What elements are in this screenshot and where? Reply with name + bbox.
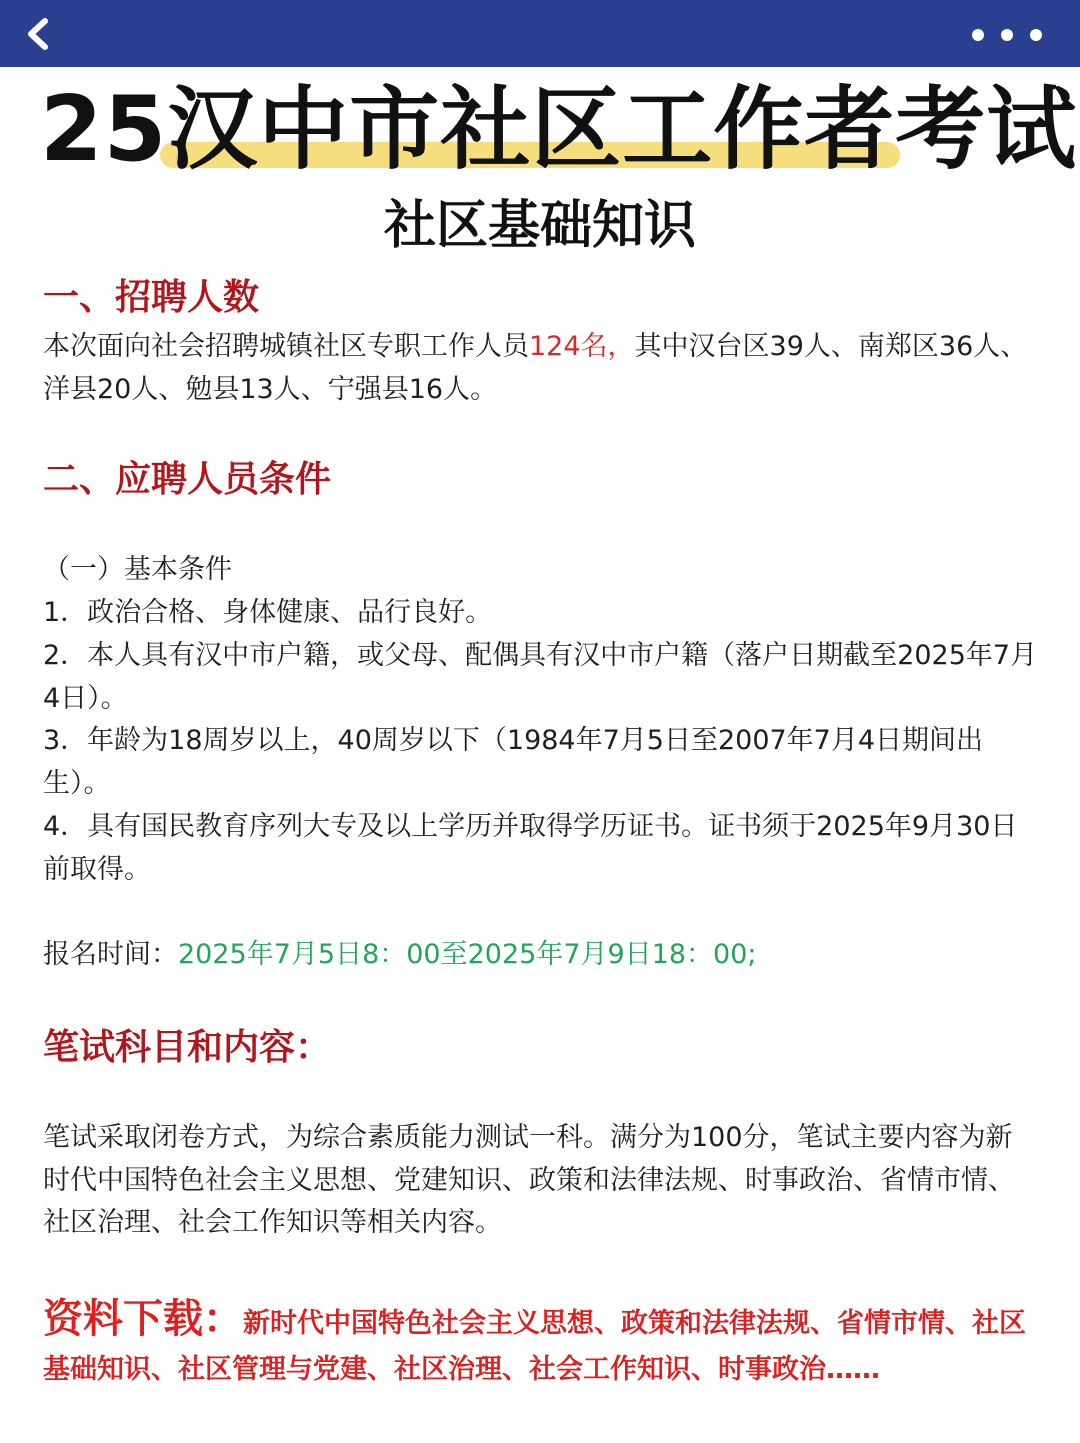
- recruitment-count-paragraph: [43, 326, 1039, 411]
- registration-label: 报名时间：: [43, 939, 178, 970]
- registration-time: [43, 934, 1039, 977]
- section-heading-requirements: 二、应聘人员条件: [43, 459, 332, 500]
- registration-value: 2025年7月5日8：00至2025年7月9日18：00;: [178, 939, 757, 970]
- requirement-item: 2．本人具有汉中市户籍，或父母、配偶具有汉中市户籍（落户日期截至2025年7月4日）。: [43, 640, 1038, 714]
- more-options-button[interactable]: [972, 25, 1042, 45]
- recruitment-total-highlight: 124名，: [529, 331, 635, 362]
- recruitment-text-a: 本次面向社会招聘城镇社区专职工作人员: [43, 331, 529, 362]
- more-horizontal-icon: [1030, 29, 1042, 41]
- more-horizontal-icon: [972, 29, 984, 41]
- download-section: [43, 1296, 1039, 1393]
- page-subtitle: 社区基础知识: [383, 196, 696, 256]
- page-title-block: [40, 77, 1078, 190]
- recruitment-text-b: 其中汉台区39人、南郑区36人、洋县20人、勉县13人、宁强县16人。: [43, 331, 1028, 405]
- page-title: 25汉中市社区工作者考试: [40, 77, 1078, 182]
- top-navigation-bar: [0, 0, 1080, 67]
- requirements-sub-heading: （一）基本条件: [43, 554, 232, 585]
- chevron-left-icon: [18, 14, 58, 54]
- more-horizontal-icon: [1001, 29, 1013, 41]
- section-heading-exam: 笔试科目和内容：: [43, 1027, 332, 1068]
- exam-content-paragraph: 笔试采取闭卷方式，为综合素质能力测试一科。满分为100分，笔试主要内容为新时代中国特色社会主义思想、党建知识、政策和法律法规、时事政治、省情市情、社区治理、社会工作知识等相关内容。: [43, 1122, 1015, 1238]
- requirement-item: 4．具有国民教育序列大专及以上学历并取得学历证书。证书须于2025年9月30日前取得。: [43, 811, 1018, 885]
- requirement-item: 3．年龄为18周岁以上，40周岁以下（1984年7月5日至2007年7月4日期间出生）。: [43, 725, 984, 799]
- download-list: 新时代中国特色社会主义思想、政策和法律法规、省情市情、社区基础知识、社区管理与党建、社区治理、社会工作知识、时事政治……: [43, 1308, 1026, 1385]
- requirement-item: 1．政治合格、身体健康、品行良好。: [43, 597, 493, 628]
- back-button[interactable]: [18, 14, 58, 54]
- section-heading-recruitment-count: 一、招聘人数: [43, 277, 260, 318]
- download-label: 资料下载：: [43, 1296, 243, 1342]
